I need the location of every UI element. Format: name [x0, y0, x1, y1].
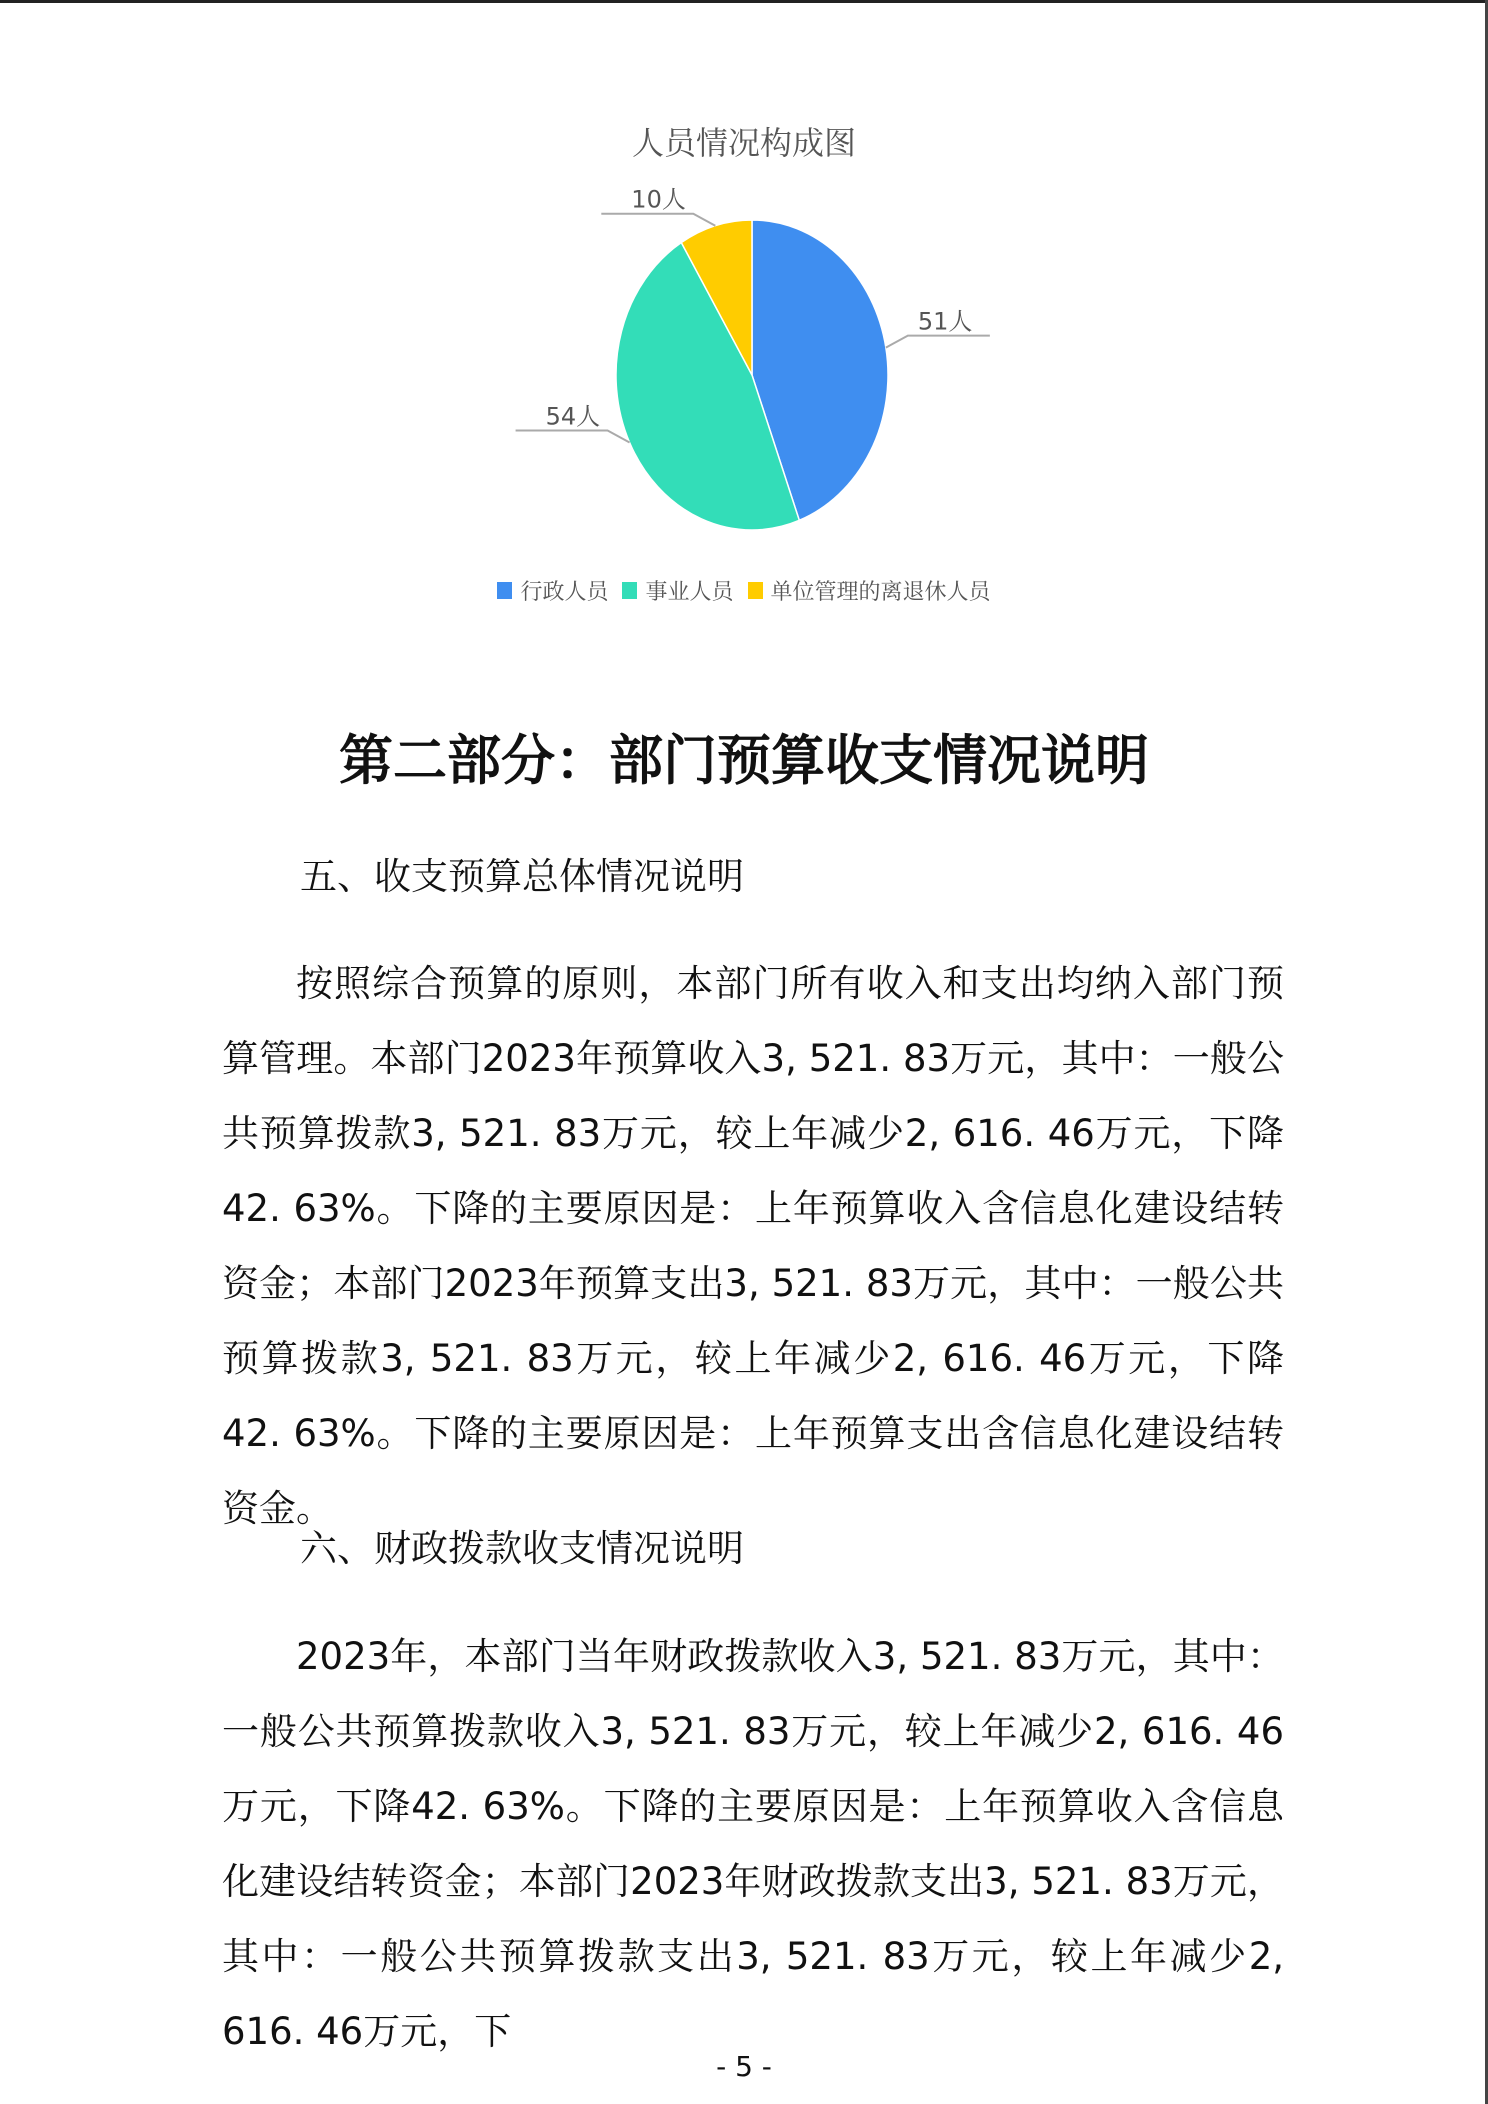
chart-legend — [0, 575, 1488, 606]
legend-item — [497, 575, 608, 606]
legend-item — [622, 575, 733, 606]
paragraph-6: 2023年，本部门当年财政拨款收入3, 521. 83万元，其中：一般公共预算拨款收入3, 521. 83万元，较上年减少2, 616. 46万元，下降42. 63%。下降的主要原因是：上年预算收入含信息化建设结转资金；本部门2023年财政拨款支出3, 521. 83万元，其中：一般公共预算拨款支出3, 521. 83万元，较上年减少2, 616. 46万元，下 — [222, 1635, 1284, 2053]
legend-swatch — [497, 582, 512, 599]
leader-line — [886, 336, 990, 348]
section-heading-5: 五、收支预算总体情况说明 — [300, 855, 744, 898]
leader-line — [516, 431, 630, 443]
chart-title: 人员情况构成图 — [631, 124, 856, 162]
part-title: 第二部分：部门预算收支情况说明 — [339, 729, 1149, 792]
paragraph-5: 按照综合预算的原则，本部门所有收入和支出均纳入部门预算管理。本部门2023年预算收入3, 521. 83万元，其中：一般公共预算拨款3, 521. 83万元，较上年减少2, 616. 46万元，下降42. 63%。下降的主要原因是：上年预算收入含信息化建设结转资金；本部门2023年预算支出3, 521. 83万元，其中：一般公共预算拨款3, 521. 83万元，较上年减少2, 616. 46万元，下降42. 63%。下降的主要原因是：上年预算支出含信息化建设结转资金。 — [222, 962, 1284, 1530]
legend-label: 单位管理的离退休人员 — [770, 580, 991, 605]
data-label: 54人 — [545, 402, 601, 431]
legend-swatch — [748, 582, 763, 599]
legend-label: 行政人员 — [520, 580, 609, 605]
pie-chart — [0, 0, 1488, 560]
section-heading-6: 六、财政拨款收支情况说明 — [300, 1527, 744, 1570]
legend-swatch — [622, 582, 637, 599]
legend-item — [748, 575, 991, 606]
data-label: 10人 — [631, 185, 686, 214]
legend-label: 事业人员 — [645, 580, 734, 605]
page-number: - 5 - — [716, 2050, 772, 2083]
data-label: 51人 — [917, 307, 973, 336]
leader-line — [601, 214, 715, 226]
